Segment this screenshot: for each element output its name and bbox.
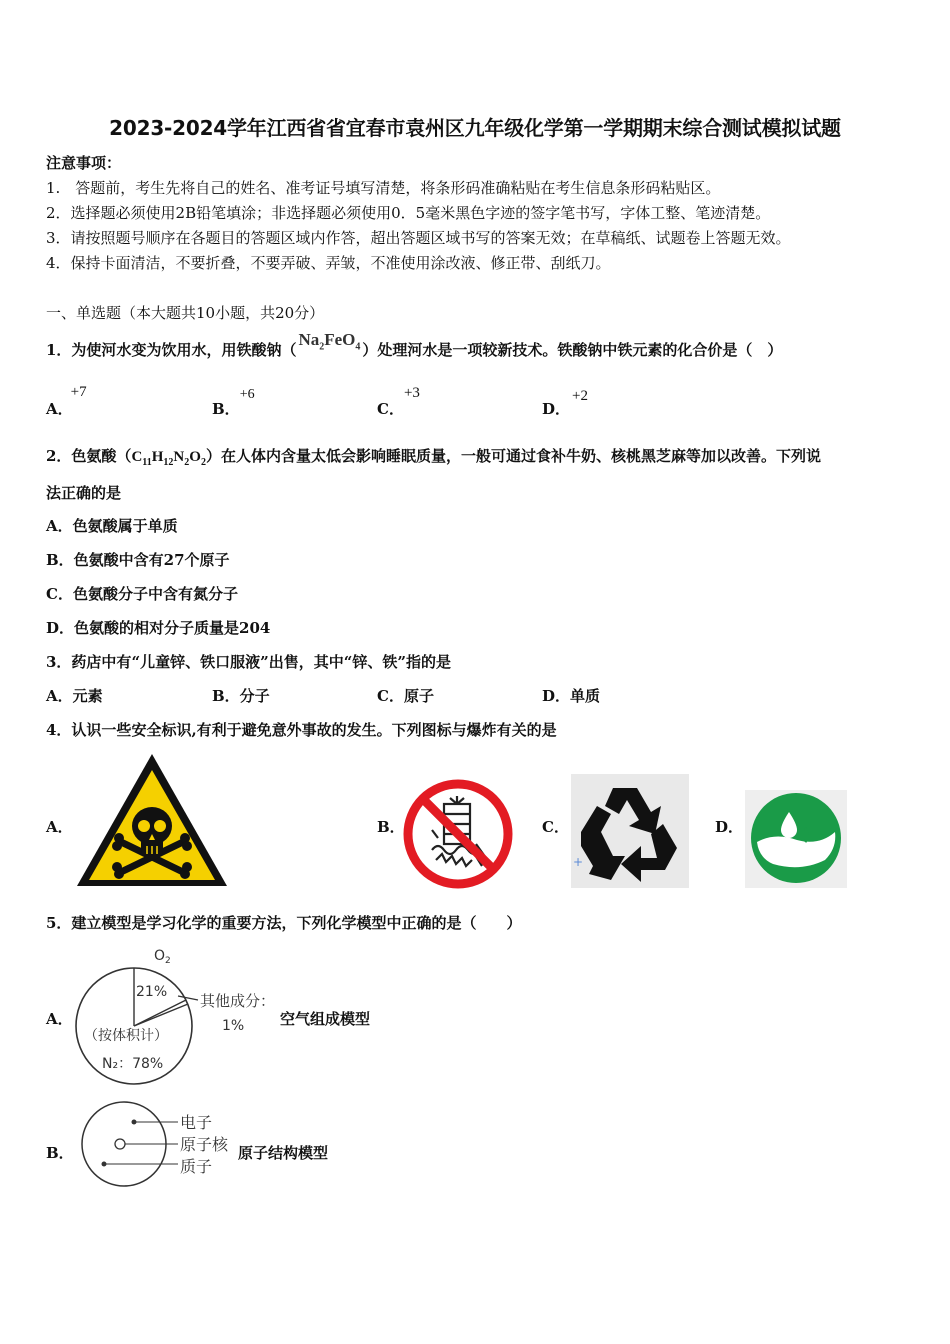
q4-option-a-label[interactable]: A． [46, 818, 73, 836]
pie-volume-note: （按体积计） [84, 1028, 168, 1044]
q3-option-c[interactable]: C．原子 [377, 687, 434, 705]
toxic-warning-icon[interactable] [73, 750, 231, 890]
q5-option-b-label[interactable]: B． [46, 1144, 74, 1162]
page-title: 2023-2024学年江西省省宜春市袁州区九年级化学第一学期期末综合测试模拟试题 [109, 116, 841, 140]
q1-stem [46, 330, 783, 362]
atom-nucleus-label: 原子核 [180, 1135, 229, 1154]
pie-o2-label: $O_2$ [154, 948, 171, 966]
q1-option-a-value: +7 [70, 384, 87, 400]
q4-stem: 4．认识一些安全标识,有利于避免意外事故的发生。下列图标与爆炸有关的是 [46, 721, 557, 739]
svg-text:+: + [573, 855, 584, 869]
notice-item-3: 3．请按照题号顺序在各题目的答题区域内作答，超出答题区域书写的答案无效；在草稿纸、试题卷上答题无效。 [46, 229, 791, 247]
q5-option-a-label[interactable]: A． [46, 1010, 73, 1028]
q5-stem: 5．建立模型是学习化学的重要方法，下列化学模型中正确的是（ ） [46, 914, 522, 932]
q2-option-a[interactable]: A．色氨酸属于单质 [46, 517, 178, 535]
q1-option-c[interactable]: C．+3 [377, 385, 420, 418]
atom-proton-label: 质子 [180, 1157, 213, 1176]
pie-other-percent: 1% [222, 1018, 245, 1034]
no-fireworks-icon[interactable] [402, 778, 514, 890]
q1-option-c-value: +3 [403, 385, 420, 401]
q2-option-b[interactable]: B．色氨酸中含有27个原子 [46, 551, 230, 569]
notice-item-2: 2．选择题必须使用2B铅笔填涂；非选择题必须使用0．5毫米黑色字迹的签字笔书写，字体工整、笔迹清楚。 [46, 204, 771, 222]
q5-option-b-caption: 原子结构模型 [238, 1144, 329, 1162]
atom-electron-label: 电子 [180, 1113, 213, 1132]
q4-option-b-label[interactable]: B． [377, 818, 405, 836]
q1-option-a[interactable]: A．+7 [46, 384, 87, 418]
q1-stem-before: 1．为使河水变为饮用水，用铁酸钠（ [46, 341, 297, 359]
q2-formula: $C_{11}H_{12}N_2O_2$ [131, 449, 206, 468]
water-saving-icon[interactable] [745, 790, 847, 888]
pie-o2-percent: 21% [136, 984, 168, 1000]
q1-option-b-value: +6 [239, 387, 255, 402]
pie-n2-label: N₂：78% [102, 1056, 164, 1072]
q1-option-d-value: +2 [572, 388, 588, 404]
section-heading: 一、单选题（本大题共10小题，共20分） [46, 304, 325, 322]
q3-option-d[interactable]: D．单质 [542, 687, 601, 705]
q3-option-b[interactable]: B．分子 [212, 687, 270, 705]
q3-option-a[interactable]: A．元素 [46, 687, 103, 705]
atom-structure-model[interactable] [74, 1100, 238, 1190]
q3-stem: 3．药店中有“儿童锌、铁口服液”出售，其中“锌、铁”指的是 [46, 653, 451, 671]
q1-option-d[interactable]: D．+2 [542, 388, 588, 418]
q4-option-d-label[interactable]: D． [715, 818, 744, 836]
q2-stem-line2: 法正确的是 [46, 484, 122, 502]
q1-formula: $Na_2FeO_4$ [298, 330, 361, 353]
q2-option-c[interactable]: C．色氨酸分子中含有氮分子 [46, 585, 238, 603]
notice-item-4: 4．保持卡面清洁，不要折叠，不要弄破、弄皱，不准使用涂改液、修正带、刮纸刀。 [46, 254, 611, 272]
q2-option-d[interactable]: D．色氨酸的相对分子质量是204 [46, 619, 271, 637]
q5-option-a-caption: 空气组成模型 [280, 1010, 371, 1028]
q4-option-c-label[interactable]: C． [542, 818, 569, 836]
air-composition-pie[interactable] [74, 944, 284, 1086]
notice-heading: 注意事项： [46, 154, 122, 172]
recycle-icon[interactable] [571, 774, 689, 888]
notice-item-1: 1. 答题前，考生先将自己的姓名、准考证号填写清楚，将条形码准确粘贴在考生信息条形码粘贴区。 [46, 179, 721, 197]
q2-stem: 2．色氨酸$(C_{11}H_{12}N_2O_2)$在人体内含量太低会影响睡眠质量，一般可通过食补牛奶、核桃黑芝麻等加以改善。下列说 [46, 447, 821, 468]
pie-other-label: 其他成分： [200, 992, 276, 1010]
q1-option-b[interactable]: B．+6 [212, 387, 255, 418]
q1-stem-after: ）处理河水是一项较新技术。铁酸钠中铁元素的化合价是（ ） [362, 341, 783, 359]
